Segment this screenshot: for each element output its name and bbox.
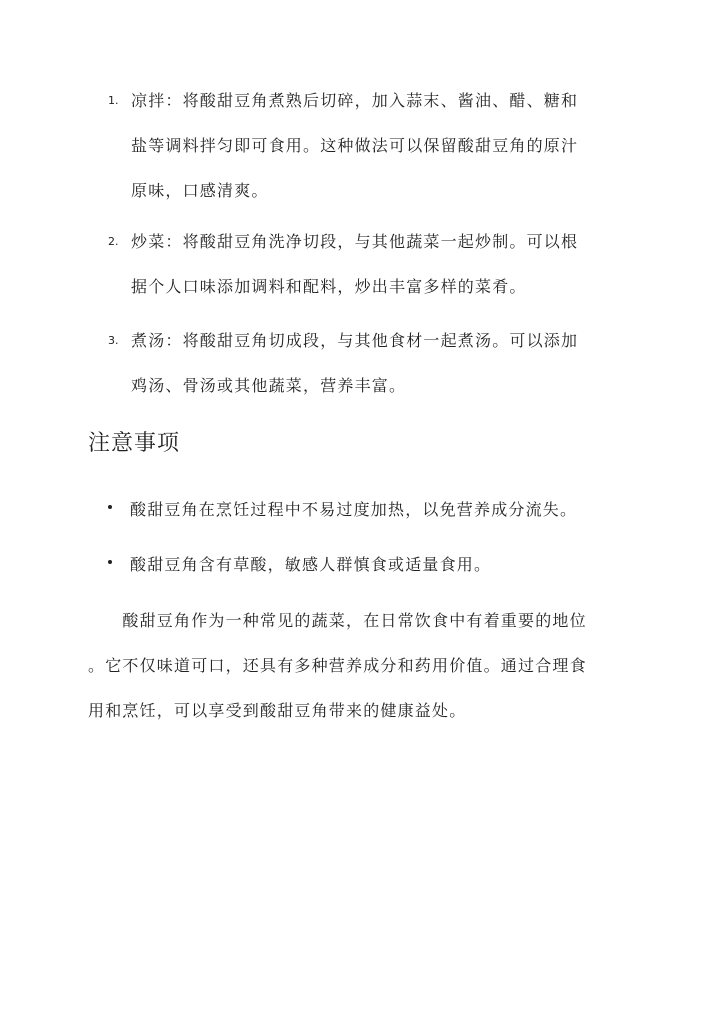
- note-item: [108, 487, 638, 532]
- list-number: 1.: [108, 94, 119, 107]
- note-item-text: 酸甜豆角含有草酸，敏感人群慎食或适量食用。: [130, 555, 492, 574]
- conclusion-paragraph: 酸甜豆角作为一种常见的蔬菜，在日常饮食中有着重要的地位 。它不仅味道可口，还具有多种营养成分和药用价值。通过合理食 用和烹饪，可以享受到酸甜豆角带来的健康益处。: [88, 611, 587, 720]
- note-item: [108, 542, 638, 587]
- list-number: 2.: [108, 235, 119, 248]
- section-heading-notes: 注意事项: [88, 431, 181, 456]
- list-item-text: 凉拌：将酸甜豆角煮熟后切碎，加入蒜末、酱油、醋、糖和 盐等调料拌匀即可食用。这种做法可以保留酸甜豆角的原汁 原味，口感清爽。: [131, 91, 579, 200]
- list-number: 3.: [108, 334, 119, 347]
- method-item-stir-fry: [108, 219, 628, 309]
- method-item-soup: [108, 318, 628, 408]
- list-item-text: 炒菜：将酸甜豆角洗净切段，与其他蔬菜一起炒制。可以根 据个人口味添加调料和配料，炒出丰富多样的菜肴。: [131, 232, 579, 296]
- note-item-text: 酸甜豆角在烹饪过程中不易过度加热，以免营养成分流失。: [130, 500, 578, 519]
- method-item-cold-dish: [108, 78, 628, 213]
- bullet-icon: [108, 560, 112, 564]
- list-item-text: 煮汤：将酸甜豆角切成段，与其他食材一起煮汤。可以添加 鸡汤、骨汤或其他蔬菜，营养丰富。: [131, 331, 579, 395]
- bullet-icon: [108, 505, 112, 509]
